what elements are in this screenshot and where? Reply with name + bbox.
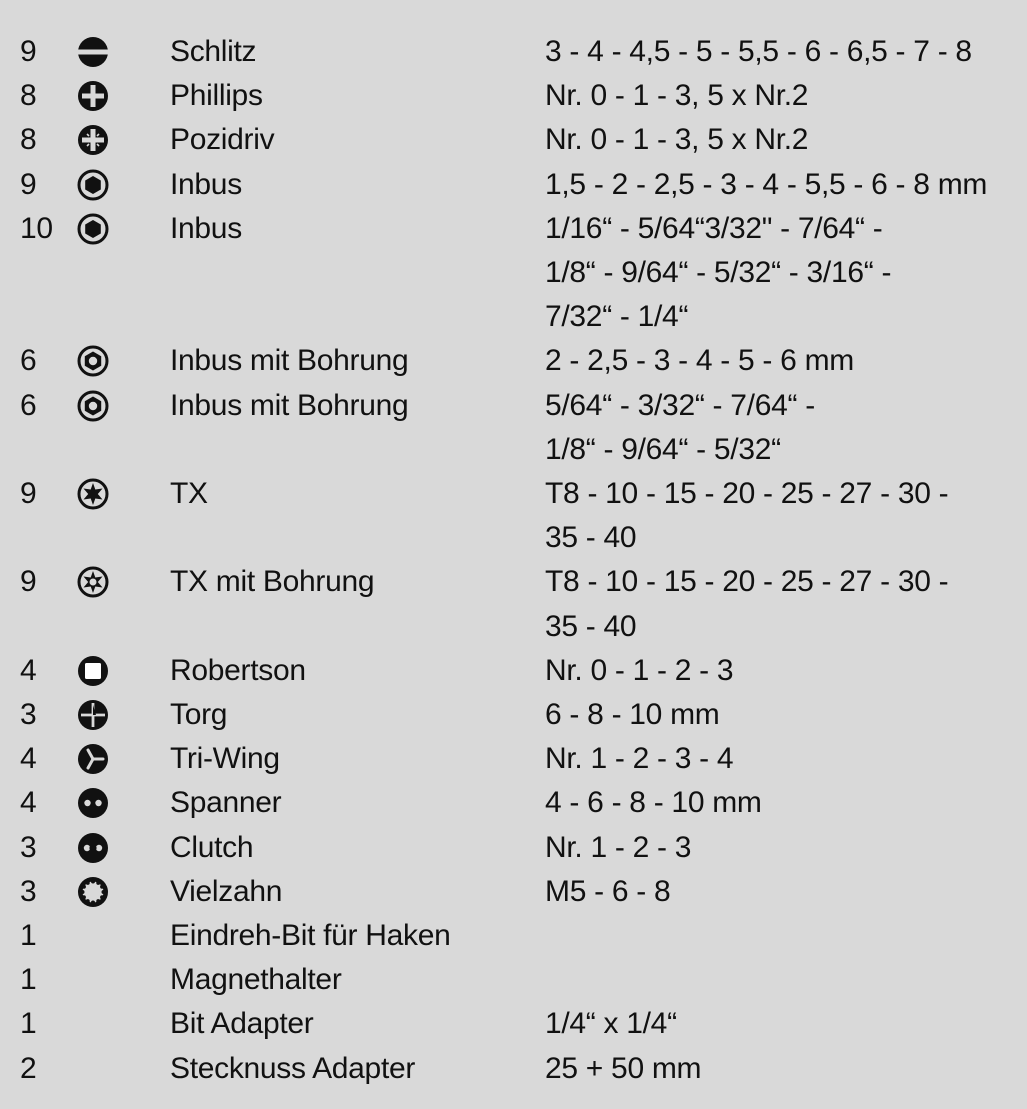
- torq-icon: [76, 698, 110, 732]
- tri-wing-icon: [76, 742, 110, 776]
- bit-name: Inbus mit Bohrung: [170, 344, 409, 378]
- bit-sizes: 4 - 6 - 8 - 10 mm: [545, 786, 762, 820]
- bit-name: Magnethalter: [170, 963, 342, 997]
- bit-sizes: 3 - 4 - 4,5 - 5 - 5,5 - 6 - 6,5 - 7 - 8: [545, 35, 972, 68]
- bit-sizes: Nr. 0 - 1 - 3, 5 x Nr.2: [545, 79, 809, 113]
- slot-icon: [76, 35, 110, 69]
- table-row: [0, 118, 1027, 162]
- quantity: 4: [20, 742, 37, 776]
- hex-hole-icon: [76, 389, 110, 423]
- tri-wing-icon: [76, 742, 110, 776]
- multi-tooth-icon: [76, 875, 110, 909]
- quantity: 1: [20, 1007, 37, 1041]
- quantity: 1: [20, 963, 37, 997]
- table-row: [0, 870, 1027, 914]
- multi-tooth-icon: [76, 875, 110, 909]
- hex-icon: [76, 168, 110, 202]
- bit-sizes: 25 + 50 mm: [545, 1051, 702, 1085]
- bit-sizes: 1,5 - 2 - 2,5 - 3 - 4 - 5,5 - 6 - 8 mm: [545, 167, 988, 201]
- robertson-icon: [76, 654, 110, 688]
- table-row: [0, 1002, 1027, 1046]
- bit-name: Tri-Wing: [170, 742, 280, 776]
- bit-sizes: Nr. 0 - 1 - 2 - 3: [545, 653, 734, 687]
- torx-hole-icon: [76, 565, 110, 599]
- bit-sizes: T8 - 10 - 15 - 20 - 25 - 27 - 30 - 35 - 40: [545, 477, 949, 555]
- table-row: [0, 826, 1027, 870]
- robertson-icon: [76, 654, 110, 688]
- bit-name: TX mit Bohrung: [170, 565, 375, 599]
- clutch-icon: [76, 831, 110, 865]
- spanner-icon: [76, 786, 110, 820]
- bit-set-table: [0, 30, 1027, 1091]
- bit-sizes: [545, 914, 1027, 958]
- table-row: [0, 30, 1027, 74]
- spanner-icon: [76, 786, 110, 820]
- torx-icon: [76, 477, 110, 511]
- bit-sizes: 1/4“ x 1/4“: [545, 1007, 677, 1041]
- bit-name: Stecknuss Adapter: [170, 1051, 416, 1085]
- bit-sizes: 5/64“ - 3/32“ - 7/64“ - 1/8“ - 9/64“ - 5/32“: [545, 388, 815, 466]
- quantity: 4: [20, 786, 37, 820]
- quantity: 4: [20, 653, 37, 687]
- phillips-icon: [76, 79, 110, 113]
- bit-sizes: Nr. 0 - 1 - 3, 5 x Nr.2: [545, 123, 809, 157]
- torx-hole-icon: [76, 565, 110, 599]
- bit-sizes: Nr. 1 - 2 - 3: [545, 830, 692, 864]
- hex-hole-icon: [76, 344, 110, 378]
- pozidriv-icon: [76, 123, 110, 157]
- bit-name: Spanner: [170, 786, 282, 820]
- clutch-icon: [76, 831, 110, 865]
- table-row: [0, 693, 1027, 737]
- quantity: 6: [20, 344, 37, 378]
- bit-name: Phillips: [170, 79, 263, 113]
- table-row: [0, 163, 1027, 207]
- bit-sizes: 6 - 8 - 10 mm: [545, 698, 720, 732]
- bit-name: Eindreh-Bit für Haken: [170, 919, 451, 953]
- hex-hole-icon: [76, 389, 110, 423]
- bit-sizes: T8 - 10 - 15 - 20 - 25 - 27 - 30 - 35 - 40: [545, 565, 949, 643]
- hex-icon: [76, 212, 110, 246]
- phillips-icon: [76, 79, 110, 113]
- bit-name: Inbus: [170, 211, 242, 245]
- quantity: 6: [20, 388, 37, 422]
- bit-name: Inbus mit Bohrung: [170, 388, 409, 422]
- table-row: [0, 472, 1027, 560]
- slot-icon: [76, 35, 110, 69]
- table-row: [0, 339, 1027, 383]
- bit-name: Bit Adapter: [170, 1007, 314, 1041]
- quantity: 8: [20, 79, 37, 113]
- hex-icon: [76, 212, 110, 246]
- bit-name: Robertson: [170, 653, 306, 687]
- quantity: 3: [20, 830, 37, 864]
- hex-icon: [76, 168, 110, 202]
- quantity: 9: [20, 565, 37, 599]
- quantity: 3: [20, 874, 37, 908]
- table-row: [0, 384, 1027, 472]
- bit-name: Pozidriv: [170, 123, 275, 157]
- table-row: [0, 207, 1027, 340]
- quantity: 8: [20, 123, 37, 157]
- quantity: 9: [20, 35, 37, 68]
- table-row: [0, 649, 1027, 693]
- quantity: 3: [20, 698, 37, 732]
- torq-icon: [76, 698, 110, 732]
- hex-hole-icon: [76, 344, 110, 378]
- quantity: 10: [20, 211, 53, 245]
- quantity: 2: [20, 1051, 37, 1085]
- quantity: 9: [20, 167, 37, 201]
- table-row: [0, 560, 1027, 648]
- table-row: [0, 737, 1027, 781]
- table-row: [0, 1047, 1027, 1091]
- table-row: [0, 958, 1027, 1002]
- bit-sizes: M5 - 6 - 8: [545, 874, 671, 908]
- bit-name: TX: [170, 477, 208, 511]
- bit-name: Schlitz: [170, 35, 257, 68]
- bit-sizes: 1/16“ - 5/64“3/32" - 7/64“ - 1/8“ - 9/64“ - 5/32“ - 3/16“ - 7/32“ - 1/4“: [545, 211, 892, 334]
- bit-name: Clutch: [170, 830, 254, 864]
- quantity: 9: [20, 477, 37, 511]
- pozidriv-icon: [76, 123, 110, 157]
- bit-name: Torg: [170, 698, 228, 732]
- table-row: [0, 914, 1027, 958]
- table-row: [0, 781, 1027, 825]
- bit-name: Vielzahn: [170, 874, 283, 908]
- bit-sizes: [545, 958, 1027, 1002]
- quantity: 1: [20, 919, 37, 953]
- bit-sizes: 2 - 2,5 - 3 - 4 - 5 - 6 mm: [545, 344, 854, 378]
- bit-name: Inbus: [170, 167, 242, 201]
- table-row: [0, 74, 1027, 118]
- torx-icon: [76, 477, 110, 511]
- bit-sizes: Nr. 1 - 2 - 3 - 4: [545, 742, 734, 776]
